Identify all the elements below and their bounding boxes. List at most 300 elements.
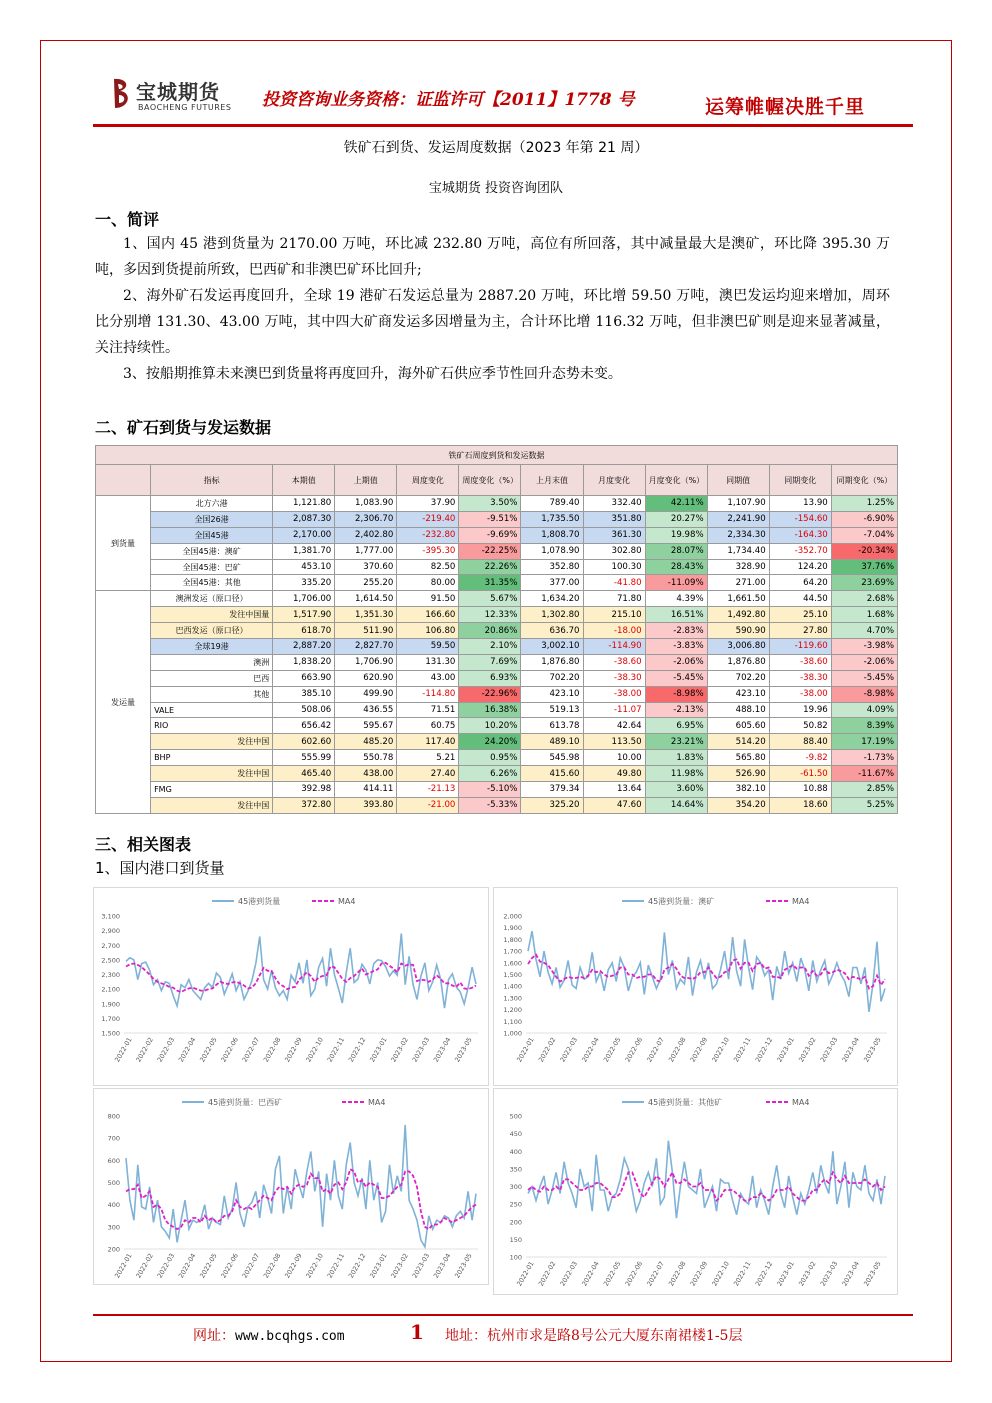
series-line-main <box>528 1141 885 1219</box>
x-tick-label: 2022-01 <box>113 1036 134 1064</box>
x-tick-label: 2022-05 <box>601 1036 623 1064</box>
table-cell: -2.06% <box>831 654 897 670</box>
table-cell: -3.83% <box>645 639 707 655</box>
x-tick-label: 2023-05 <box>453 1036 474 1064</box>
table-cell: 71.80 <box>583 591 645 607</box>
table-cell: 166.60 <box>397 607 459 623</box>
x-tick-label: 2022-09 <box>688 1036 710 1064</box>
table-cell: 361.30 <box>583 527 645 543</box>
x-tick-label: 2023-04 <box>431 1036 453 1064</box>
review-para-2: 2、海外矿石发运再度回升，全球 19 港矿石发运总量为 2887.20 万吨，环比增 59.50 万吨，澳巴发运均迎来增加，周环比分别增 131.30、43.00 万吨，其中四大矿商发运多因增量为主，合计环比增 116.32 万吨，但非澳巴矿则是迎来显著减量，关注持续性。 <box>95 288 890 356</box>
table-cell: -154.60 <box>769 511 831 527</box>
x-tick-label: 2022-09 <box>283 1036 304 1064</box>
y-tick-label: 1,500 <box>101 1029 120 1038</box>
indicator-label: BHP <box>151 750 273 766</box>
table-cell: 4.39% <box>645 591 707 607</box>
table-cell: 255.20 <box>335 575 397 591</box>
x-tick-label: 2023-02 <box>389 1036 410 1064</box>
table-cell: 393.80 <box>335 797 397 813</box>
table-cell: 2,087.30 <box>273 511 335 527</box>
table-cell: 2,887.20 <box>273 639 335 655</box>
table-cell: 2,402.80 <box>335 527 397 543</box>
header-cell: 指标 <box>151 465 273 496</box>
table-cell: -8.98% <box>831 686 897 702</box>
legend-label-ma4: MA4 <box>368 1098 386 1107</box>
table-cell: 27.80 <box>769 623 831 639</box>
y-tick-label: 1,000 <box>503 1029 522 1038</box>
table-cell: 2,334.30 <box>707 527 769 543</box>
table-cell: 618.70 <box>273 623 335 639</box>
table-row <box>96 718 898 734</box>
x-tick-label: 2022-02 <box>536 1260 558 1288</box>
x-tick-label: 2023-05 <box>862 1036 883 1064</box>
footer-address: 地址：杭州市求是路8号公元大厦东南裙楼1-5层 <box>445 1328 743 1344</box>
indicator-label: 其他 <box>151 686 273 702</box>
footer-url[interactable]: www.bcqhgs.com <box>235 1329 345 1344</box>
table-cell: 453.10 <box>273 559 335 575</box>
table-cell: 13.64 <box>583 782 645 798</box>
logo-icon <box>108 76 134 112</box>
table-cell: 31.35% <box>459 575 521 591</box>
review-paragraphs <box>95 231 890 387</box>
table-cell: -164.30 <box>769 527 831 543</box>
x-tick-label: 2022-03 <box>558 1036 580 1064</box>
header-cell: 月度变化 <box>583 465 645 496</box>
y-tick-label: 1,100 <box>503 1017 522 1026</box>
legend-label-ma4: MA4 <box>792 897 810 906</box>
section-heading-charts: 三、相关图表 <box>95 835 192 854</box>
table-cell: 5.21 <box>397 750 459 766</box>
table-row <box>96 511 898 527</box>
table-cell: 595.67 <box>335 718 397 734</box>
y-tick-label: 600 <box>107 1156 120 1165</box>
header-cell: 同期变化 <box>769 465 831 496</box>
table-row <box>96 559 898 575</box>
table-cell: 335.20 <box>273 575 335 591</box>
x-tick-label: 2022-08 <box>261 1252 283 1280</box>
section-heading-review: 一、简评 <box>95 210 160 229</box>
y-tick-label: 250 <box>509 1200 522 1209</box>
table-cell: 3.50% <box>459 496 521 512</box>
table-cell: -114.80 <box>397 686 459 702</box>
header-cell: 上月末值 <box>521 465 583 496</box>
x-tick-label: 2022-07 <box>240 1036 262 1064</box>
x-tick-label: 2023-04 <box>431 1252 453 1280</box>
table-row <box>96 543 898 559</box>
group-label: 到货量 <box>96 496 151 591</box>
x-tick-label: 2022-06 <box>623 1260 645 1288</box>
x-tick-label: 2023-02 <box>797 1036 818 1064</box>
x-tick-label: 2022-08 <box>261 1036 283 1064</box>
table-row <box>96 575 898 591</box>
table-cell: 25.10 <box>769 607 831 623</box>
table-cell: 117.40 <box>397 734 459 750</box>
y-tick-label: 700 <box>107 1134 120 1143</box>
y-tick-label: 200 <box>107 1245 120 1254</box>
table-cell: -352.70 <box>769 543 831 559</box>
x-tick-label: 2023-01 <box>368 1036 389 1064</box>
table-cell: -22.96% <box>459 686 521 702</box>
table-cell: 438.00 <box>335 766 397 782</box>
table-cell: 18.60 <box>769 797 831 813</box>
x-tick-label: 2023-04 <box>840 1036 862 1064</box>
table-cell: 1,121.80 <box>273 496 335 512</box>
indicator-label: 北方六港 <box>151 496 273 512</box>
indicator-label: 全球19港 <box>151 639 273 655</box>
table-cell: 302.80 <box>583 543 645 559</box>
table-cell: 16.38% <box>459 702 521 718</box>
table-cell: 6.26% <box>459 766 521 782</box>
table-cell: 10.88 <box>769 782 831 798</box>
table-cell: -21.13 <box>397 782 459 798</box>
header-cell-blank <box>96 465 151 496</box>
table-cell: 42.64 <box>583 718 645 734</box>
page-number: 1 <box>410 1320 424 1344</box>
table-cell: 2,170.00 <box>273 527 335 543</box>
x-tick-label: 2023-01 <box>368 1252 389 1280</box>
table-cell: 385.10 <box>273 686 335 702</box>
indicator-label: 全国45港：澳矿 <box>151 543 273 559</box>
table-cell: 1,381.70 <box>273 543 335 559</box>
table-cell: 1,517.90 <box>273 607 335 623</box>
x-tick-label: 2022-09 <box>688 1260 710 1288</box>
slogan: 运筹帷幄决胜千里 <box>705 96 866 118</box>
table-cell: -5.33% <box>459 797 521 813</box>
y-tick-label: 1,800 <box>503 935 522 944</box>
table-cell: 4.09% <box>831 702 897 718</box>
ore-data-table <box>95 445 898 814</box>
table-cell: 2.68% <box>831 591 897 607</box>
table-row <box>96 496 898 512</box>
table-cell: 555.99 <box>273 750 335 766</box>
table-cell: -8.98% <box>645 686 707 702</box>
table-cell: 1,706.00 <box>273 591 335 607</box>
table-cell: 27.40 <box>397 766 459 782</box>
table-cell: 423.10 <box>707 686 769 702</box>
x-tick-label: 2022-11 <box>325 1036 347 1064</box>
table-cell: -2.13% <box>645 702 707 718</box>
table-cell: 605.60 <box>707 718 769 734</box>
y-tick-label: 200 <box>509 1218 522 1227</box>
table-cell: -5.10% <box>459 782 521 798</box>
table-cell: 1,107.90 <box>707 496 769 512</box>
y-tick-label: 800 <box>107 1112 120 1121</box>
table-cell: 325.20 <box>521 797 583 813</box>
table-cell: -9.69% <box>459 527 521 543</box>
x-tick-label: 2022-01 <box>515 1036 536 1064</box>
table-row <box>96 702 898 718</box>
table-cell: 43.00 <box>397 670 459 686</box>
y-tick-label: 500 <box>107 1179 120 1187</box>
x-tick-label: 2022-05 <box>198 1252 219 1280</box>
header-cell: 同期值 <box>707 465 769 496</box>
table-cell: 131.30 <box>397 654 459 670</box>
x-tick-label: 2022-04 <box>176 1036 198 1064</box>
footer-url-label: 网址： <box>193 1328 235 1344</box>
review-para-3: 3、按船期推算未来澳巴到货量将再度回升，海外矿石供应季节性回升态势未变。 <box>123 366 622 382</box>
table-row <box>96 734 898 750</box>
header-cell: 月度变化（%） <box>645 465 707 496</box>
table-cell: 702.20 <box>707 670 769 686</box>
group-label: 发运量 <box>96 591 151 813</box>
x-tick-label: 2022-12 <box>346 1252 368 1280</box>
x-tick-label: 2023-03 <box>818 1260 840 1288</box>
table-cell: 1,777.00 <box>335 543 397 559</box>
table-cell: 24.20% <box>459 734 521 750</box>
table-cell: 613.78 <box>521 718 583 734</box>
x-tick-label: 2023-03 <box>410 1252 432 1280</box>
table-row <box>96 670 898 686</box>
table-cell: 590.90 <box>707 623 769 639</box>
table-cell: 519.13 <box>521 702 583 718</box>
table-cell: 1,735.50 <box>521 511 583 527</box>
table-cell: -219.40 <box>397 511 459 527</box>
table-cell: 271.00 <box>707 575 769 591</box>
x-tick-label: 2022-02 <box>134 1252 155 1280</box>
indicator-label: 全国45港：巴矿 <box>151 559 273 575</box>
header-cell: 本期值 <box>273 465 335 496</box>
y-tick-label: 1,900 <box>503 924 522 933</box>
table-cell: -232.80 <box>397 527 459 543</box>
y-tick-label: 2,700 <box>101 941 120 950</box>
table-cell: 1,078.90 <box>521 543 583 559</box>
table-row <box>96 607 898 623</box>
indicator-label: 发往中国 <box>151 766 273 782</box>
subsection-heading: 1、国内港口到货量 <box>95 859 225 877</box>
table-cell: 1,492.80 <box>707 607 769 623</box>
table-cell: -38.00 <box>769 686 831 702</box>
table-cell: 377.00 <box>521 575 583 591</box>
table-cell: 2,827.70 <box>335 639 397 655</box>
y-tick-label: 1,400 <box>503 982 522 991</box>
table-cell: 82.50 <box>397 559 459 575</box>
table-cell: 20.27% <box>645 511 707 527</box>
x-tick-label: 2022-08 <box>667 1036 688 1064</box>
table-cell: 22.26% <box>459 559 521 575</box>
table-cell: 0.95% <box>459 750 521 766</box>
y-tick-label: 2,300 <box>101 971 120 979</box>
x-tick-label: 2023-02 <box>389 1252 410 1280</box>
x-tick-label: 2022-12 <box>346 1036 368 1064</box>
table-cell: 23.69% <box>831 575 897 591</box>
table-row <box>96 527 898 543</box>
x-tick-label: 2022-08 <box>667 1260 688 1288</box>
y-tick-label: 1,900 <box>101 1000 120 1009</box>
table-cell: -9.82 <box>769 750 831 766</box>
x-tick-label: 2022-01 <box>515 1260 536 1288</box>
legend-label-main: 45港到货量 <box>238 897 281 906</box>
x-tick-label: 2022-02 <box>536 1036 558 1064</box>
table-cell: 1,614.50 <box>335 591 397 607</box>
indicator-label: 澳洲 <box>151 654 273 670</box>
table-cell: -20.34% <box>831 543 897 559</box>
table-row <box>96 797 898 813</box>
table-cell: 1,661.50 <box>707 591 769 607</box>
table-cell: 47.60 <box>583 797 645 813</box>
table-cell: -5.45% <box>831 670 897 686</box>
table-caption: 铁矿石周度到货和发运数据 <box>96 446 898 465</box>
section-heading-data: 二、矿石到货与发运数据 <box>95 418 272 437</box>
series-line-main <box>528 931 885 1012</box>
logo-text-cn: 宝城期货 <box>136 80 220 104</box>
table-cell: 2,306.70 <box>335 511 397 527</box>
x-tick-label: 2023-01 <box>775 1036 796 1064</box>
table-cell: 508.06 <box>273 702 335 718</box>
table-cell: -11.67% <box>831 766 897 782</box>
table-cell: -7.04% <box>831 527 897 543</box>
y-tick-label: 400 <box>107 1201 120 1210</box>
table-cell: -3.98% <box>831 639 897 655</box>
table-cell: 2,241.90 <box>707 511 769 527</box>
table-cell: 37.90 <box>397 496 459 512</box>
table-cell: 59.50 <box>397 639 459 655</box>
header-rule <box>93 124 913 127</box>
series-line-ma4 <box>126 1169 476 1229</box>
table-cell: -2.06% <box>645 654 707 670</box>
table-cell: 71.51 <box>397 702 459 718</box>
table-cell: 19.96 <box>769 702 831 718</box>
table-cell: 702.20 <box>521 670 583 686</box>
y-tick-label: 2,100 <box>101 985 120 994</box>
table-cell: 436.55 <box>335 702 397 718</box>
table-cell: 215.10 <box>583 607 645 623</box>
x-tick-label: 2023-01 <box>775 1260 796 1288</box>
y-tick-label: 1,700 <box>101 1014 120 1023</box>
document-author: 宝城期货 投资咨询团队 <box>428 181 564 196</box>
table-cell: 1,838.20 <box>273 654 335 670</box>
table-cell: -11.07 <box>583 702 645 718</box>
x-tick-label: 2022-03 <box>155 1252 177 1280</box>
indicator-label: FMG <box>151 782 273 798</box>
indicator-label: 发往中国 <box>151 734 273 750</box>
indicator-label: 全国45港 <box>151 527 273 543</box>
table-cell: 100.30 <box>583 559 645 575</box>
table-cell: 6.95% <box>645 718 707 734</box>
x-tick-label: 2023-02 <box>797 1260 818 1288</box>
table-cell: 485.20 <box>335 734 397 750</box>
table-cell: -395.30 <box>397 543 459 559</box>
table-cell: 14.64% <box>645 797 707 813</box>
table-row <box>96 591 898 607</box>
footer-rule <box>93 1314 913 1316</box>
table-cell: -38.30 <box>769 670 831 686</box>
x-tick-label: 2022-07 <box>645 1260 666 1288</box>
table-cell: 1.83% <box>645 750 707 766</box>
indicator-label: VALE <box>151 702 273 718</box>
table-cell: 499.90 <box>335 686 397 702</box>
table-cell: 28.43% <box>645 559 707 575</box>
y-tick-label: 400 <box>509 1147 522 1156</box>
chart-45-ports-australia <box>493 887 898 1086</box>
table-cell: 20.86% <box>459 623 521 639</box>
table-cell: 3,006.80 <box>707 639 769 655</box>
y-tick-label: 150 <box>509 1235 522 1244</box>
table-cell: 511.90 <box>335 623 397 639</box>
table-cell: -119.60 <box>769 639 831 655</box>
y-tick-label: 1,300 <box>503 994 522 1003</box>
x-tick-label: 2023-05 <box>453 1252 474 1280</box>
header-cell: 周度变化（%） <box>459 465 521 496</box>
x-tick-label: 2022-03 <box>155 1036 177 1064</box>
table-cell: 352.80 <box>521 559 583 575</box>
review-para-1: 1、国内 45 港到货量为 2170.00 万吨，环比减 232.80 万吨，高位有所回落，其中减量最大是澳矿，环比降 395.30 万吨，多因到货提前所致，巴西矿和非澳巴矿环比回升; <box>95 236 890 278</box>
x-tick-label: 2022-12 <box>753 1260 775 1288</box>
x-tick-label: 2022-04 <box>580 1036 601 1064</box>
table-cell: 789.40 <box>521 496 583 512</box>
table-cell: 423.10 <box>521 686 583 702</box>
x-tick-label: 2022-07 <box>240 1252 262 1280</box>
table-cell: -22.25% <box>459 543 521 559</box>
series-line-main <box>126 934 476 1009</box>
table-cell: 17.19% <box>831 734 897 750</box>
y-tick-label: 3,100 <box>101 912 120 921</box>
header-cell: 上期值 <box>335 465 397 496</box>
chart-45-ports-brazil <box>93 1088 489 1285</box>
x-tick-label: 2022-05 <box>198 1036 219 1064</box>
legend-label-main: 45港到货量：其他矿 <box>648 1098 723 1107</box>
table-cell: 3.60% <box>645 782 707 798</box>
x-tick-label: 2023-05 <box>862 1260 883 1288</box>
table-cell: 2.85% <box>831 782 897 798</box>
table-cell: -38.60 <box>583 654 645 670</box>
table-cell: 1,876.80 <box>707 654 769 670</box>
x-tick-label: 2023-04 <box>840 1260 862 1288</box>
indicator-label: RIO <box>151 718 273 734</box>
table-cell: 1,083.90 <box>335 496 397 512</box>
y-tick-label: 2,500 <box>101 956 120 965</box>
table-row <box>96 686 898 702</box>
table-cell: 4.70% <box>831 623 897 639</box>
table-cell: 1.25% <box>831 496 897 512</box>
table-cell: 113.50 <box>583 734 645 750</box>
legend-label-main: 45港到货量：巴西矿 <box>208 1098 283 1107</box>
indicator-label: 全国26港 <box>151 511 273 527</box>
x-tick-label: 2022-09 <box>283 1252 304 1280</box>
table-cell: 1,734.40 <box>707 543 769 559</box>
table-cell: -2.83% <box>645 623 707 639</box>
table-cell: -9.51% <box>459 511 521 527</box>
x-tick-label: 2022-05 <box>601 1260 623 1288</box>
table-cell: 382.10 <box>707 782 769 798</box>
table-cell: 5.67% <box>459 591 521 607</box>
indicator-label: 发往中国量 <box>151 607 273 623</box>
x-tick-label: 2022-01 <box>113 1252 134 1280</box>
table-cell: 1.68% <box>831 607 897 623</box>
table-cell: 332.40 <box>583 496 645 512</box>
table-cell: 16.51% <box>645 607 707 623</box>
table-cell: 13.90 <box>769 496 831 512</box>
table-cell: 6.93% <box>459 670 521 686</box>
x-tick-label: 2022-02 <box>134 1036 155 1064</box>
x-tick-label: 2022-10 <box>304 1036 325 1064</box>
table-cell: 489.10 <box>521 734 583 750</box>
table-cell: 1,302.80 <box>521 607 583 623</box>
table-cell: -1.73% <box>831 750 897 766</box>
x-tick-label: 2022-10 <box>710 1036 731 1064</box>
table-cell: 328.90 <box>707 559 769 575</box>
x-tick-label: 2022-10 <box>304 1252 325 1280</box>
table-cell: -18.00 <box>583 623 645 639</box>
table-cell: 80.00 <box>397 575 459 591</box>
table-cell: 370.60 <box>335 559 397 575</box>
y-tick-label: 1,200 <box>503 1006 522 1015</box>
table-cell: 545.98 <box>521 750 583 766</box>
footer-website <box>193 1325 345 1345</box>
table-cell: -38.00 <box>583 686 645 702</box>
table-cell: 415.60 <box>521 766 583 782</box>
table-cell: 50.82 <box>769 718 831 734</box>
table-cell: -41.80 <box>583 575 645 591</box>
